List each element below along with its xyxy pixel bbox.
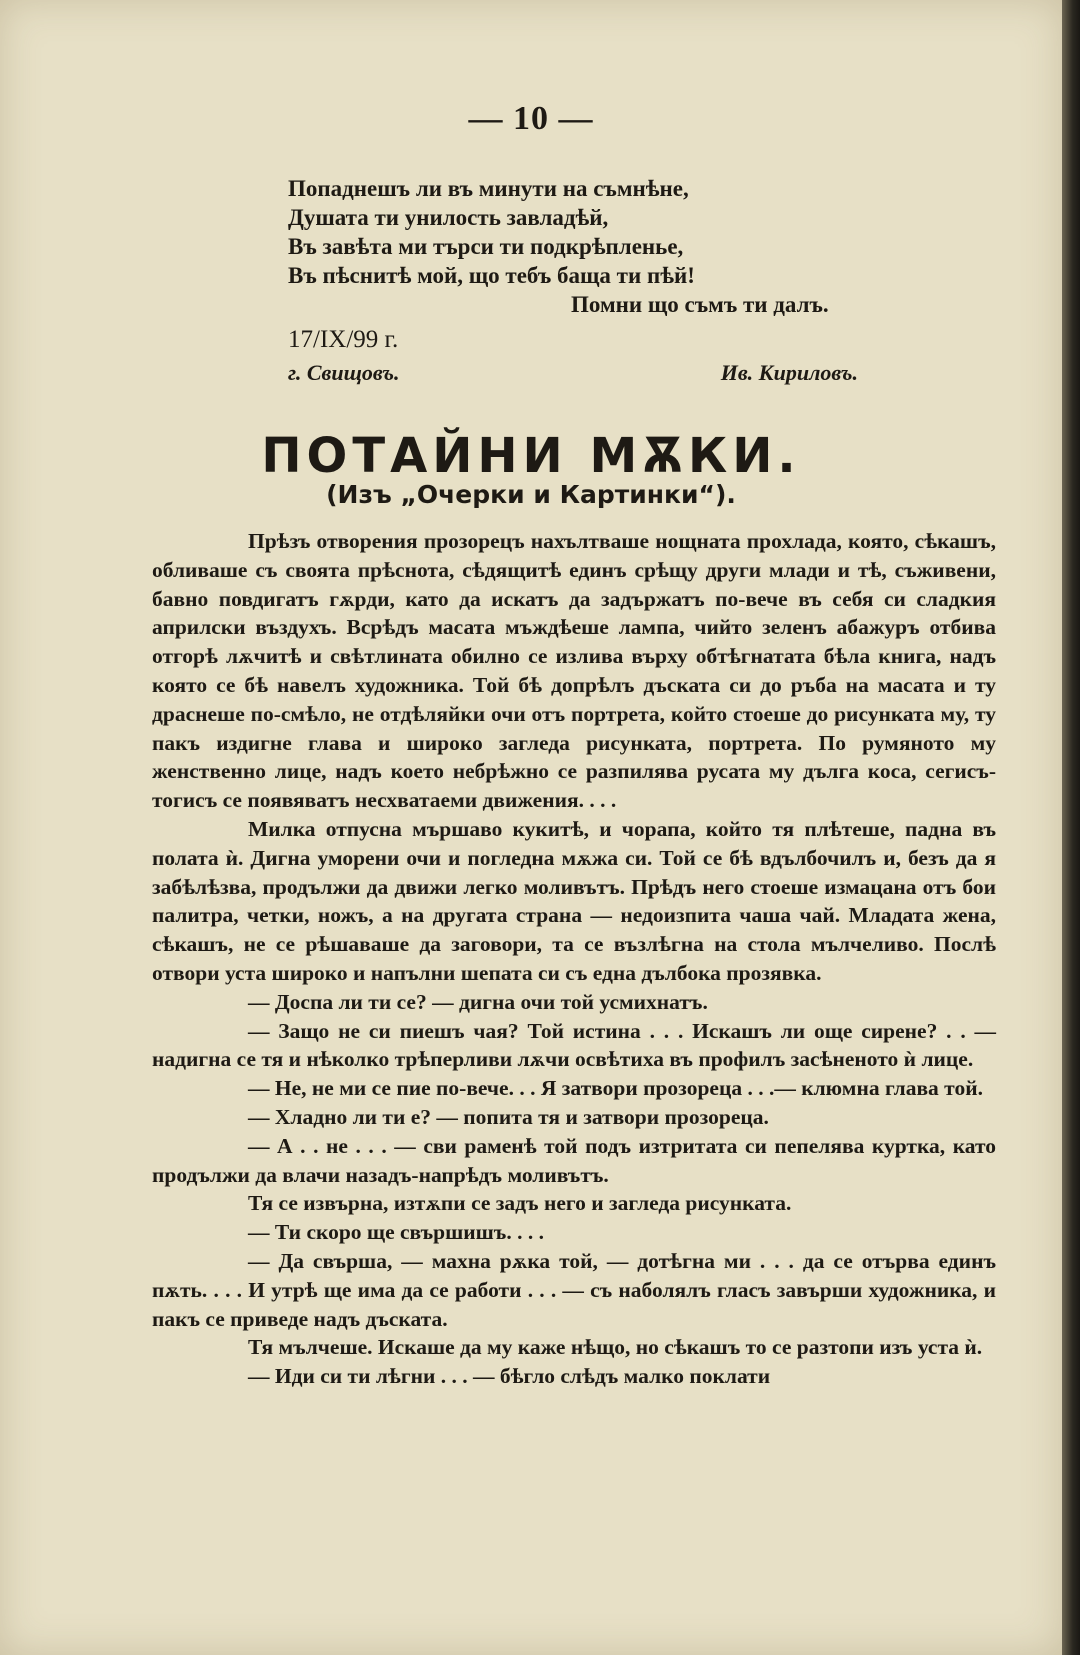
- poem-date: 17/IX/99 г.: [288, 326, 399, 353]
- paragraph: — Не, не ми се пие по-вече. . . Я затвори прозореца . . .— клюмна глава той.: [248, 1076, 983, 1101]
- poem-stanza: [288, 174, 868, 354]
- paragraph: — Хладно ли ти е? — попита тя и затвори прозореца.: [248, 1104, 769, 1129]
- paragraph: — Доспа ли ти се? — дигна очи той усмихнатъ.: [248, 989, 708, 1014]
- page-number: — 10 —: [468, 100, 594, 137]
- paragraph: — Ти скоро ще свършишъ. . . .: [248, 1220, 544, 1245]
- page-edge-shadow: [1062, 0, 1080, 1655]
- signature-place: г. Свищовъ.: [288, 360, 400, 385]
- paragraph: — Защо не си пиешъ чая? Той истина . . . Искашъ ли още сирене? . . — надигна се тя и нѣколко трѣперливи лѫчи освѣтиха въ профилъ засѣненото ѝ лице.: [152, 1018, 996, 1072]
- poem-line: Попаднешъ ли въ минути на съмнѣне,: [288, 176, 689, 201]
- story-title: ПОТАЙНИ МѪКИ.: [261, 428, 801, 484]
- paragraph: — А . . не . . . — сви раменѣ той подъ изтритата си пепелява куртка, като продължи да влачи назадъ-напрѣдъ моливътъ.: [152, 1133, 996, 1187]
- signature-line: [288, 360, 858, 386]
- paragraph: — Да свърша, — махна рѫка той, — дотѣгна ми . . . да се отърва единъ пѫть. . . . И утрѣ ще има да се работи . . . — съ наболялъ гласъ завърши художника, и пакъ се приведе надъ дъската.: [152, 1248, 996, 1331]
- poem-line: Душата ти унилость завладѣй,: [288, 205, 609, 230]
- poem-line: Въ пѣснитѣ мой, що тебъ баща ти пѣй!: [288, 263, 695, 288]
- paragraph: Тя мълчеше. Искаше да му каже нѣщо, но сѣкашъ то се разтопи изъ уста ѝ.: [248, 1335, 983, 1360]
- signature-author: Ив. Кириловъ.: [720, 360, 858, 385]
- poem-line: Въ завѣта ми търси ти подкрѣпленье,: [288, 234, 684, 259]
- paragraph: — Иди си ти лѣгни . . . — бѣгло слѣдъ малко поклати: [248, 1364, 771, 1389]
- paragraph: Милка отпусна мършаво кукитѣ, и чорапа, който тя плѣтеше, падна въ полата ѝ. Дигна уморени очи и погледна мѫжа си. Той се бѣ вдълбочилъ и, безъ да я забѣлѣзва, продължи да движи легко моливътъ. Прѣдъ него стоеше измацана отъ бои палитра, четки, ножъ, а на другата страна — недоизпита чаша чай. Младата жена, сѣкашъ, не се рѣшаваше да заговори, та се възлѣгна на стола мълчеливо. Послѣ отвори уста широко и напълни шепата си съ една дълбока прозявка.: [152, 816, 996, 985]
- story-body: [152, 527, 996, 1391]
- paragraph: Тя се извърна, изтѫпи се задъ него и загледа рисунката.: [248, 1191, 792, 1216]
- story-subtitle: (Изъ „Очерки и Картинки“).: [326, 480, 736, 509]
- poem-refrain: Помни що съмъ ти далъ.: [571, 292, 829, 317]
- paragraph: Прѣзъ отворения прозорецъ нахълтваше нощната прохлада, която, сѣкашъ, обливаше съ своята прѣснота, сѣдящитѣ единъ срѣщу други млади и тѣ, съживени, бавно повдигатъ гѫрди, като да искатъ да задържатъ по-вече въ себя си сладкия априлски въздухъ. Всрѣдъ масата мъждѣеше лампа, чийто зеленъ абажуръ отбива отгорѣ лѫчитѣ и свѣтлината обилно се излива върху обтѣгнатата бѣла книга, надъ която се бѣ навелъ художника. Той бѣ допрѣлъ дъската си до ръба на масата и ту драснеше по-смѣло, не отдѣляйки очи отъ портрета, който стоеше до рисунката му, ту пакъ издигне глава и широко загледа рисунката, портрета. По румяното му женственно лице, надъ което небрѣжно се разпилява русата му дълга коса, сегисъ-тогисъ се появяватъ несхватаеми движения. . . .: [152, 529, 996, 813]
